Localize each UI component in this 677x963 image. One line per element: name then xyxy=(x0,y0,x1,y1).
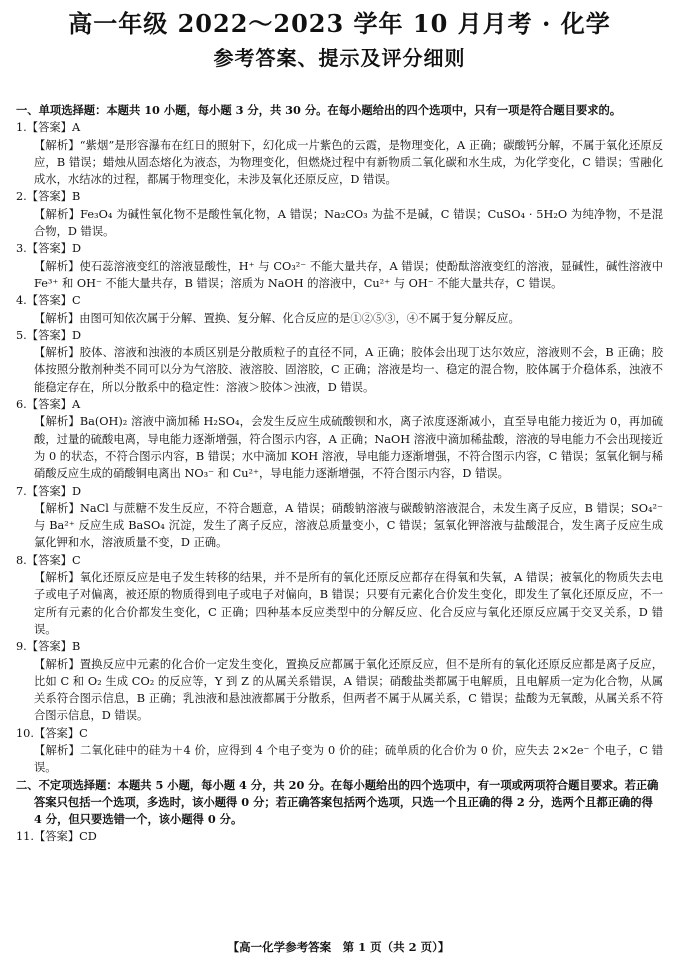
answer-line: 6.【答案】A xyxy=(16,398,81,412)
explanation: 【解析】“紫烟”是形容瀑布在红日的照射下，幻化成一片紫色的云霞，是物理变化，A 正确；碳酸钙分解，不属于氧化还原反应，B 错误；蜡烛从固态熔化为液态，为物理变化，但燃烧过程中有新物质二氧化碳和水生成，为化学变化，C 错误；雪融化成水，水结冰的过程，都属于物理变化，未涉及氧化还原反应，D 错误。 xyxy=(34,138,663,187)
question-3 xyxy=(16,240,663,292)
explanation: 【解析】使石蕊溶液变红的溶液显酸性，H⁺ 与 CO₃²⁻ 不能大量共存，A 错误；使酚酞溶液变红的溶液，显碱性，碱性溶液中 Fe³⁺ 和 OH⁻ 不能大量共存，B 错误；溶质为 NaOH 的溶液中，Cu²⁺ 与 OH⁻ 不能大量共存，C 错误。 xyxy=(34,259,663,290)
section-heading-1: 一、单项选择题：本题共 10 小题，每小题 3 分，共 30 分。在每小题给出的四个选项中，只有一项是符合题目要求的。 xyxy=(16,103,622,117)
answer-content xyxy=(16,102,663,846)
question-5 xyxy=(16,327,663,396)
explanation: 【解析】由图可知依次属于分解、置换、复分解、化合反应的是①②⑤③，④不属于复分解反应。 xyxy=(34,311,520,325)
answer-line: 3.【答案】D xyxy=(16,242,82,256)
question-7 xyxy=(16,483,663,552)
answer-line: 10.【答案】C xyxy=(16,726,88,740)
question-2 xyxy=(16,188,663,240)
question-9 xyxy=(16,638,663,724)
explanation: 【解析】Ba(OH)₂ 溶液中滴加稀 H₂SO₄，会发生反应生成硫酸钡和水，离子浓度逐渐减小，直至导电能力接近为 0，再加硫酸，过量的硫酸电离，导电能力逐渐增强，符合图示内容，A 正确；NaOH 溶液中滴加稀盐酸，溶液的导电能力不会出现接近为 0 的状态，不符合图示内容，B 错误；水中滴加 KOH 溶液，导电能力逐渐增强，不符合图示内容，C 错误；氢氧化铜与稀硝酸反应生成的硝酸铜电离出 NO₃⁻ 和 Cu²⁺，导电能力逐渐增强，不符合图示内容，D 错误。 xyxy=(34,415,663,481)
answer-line: 7.【答案】D xyxy=(16,484,82,498)
answer-line: 9.【答案】B xyxy=(16,640,81,654)
explanation: 【解析】胶体、溶液和浊液的本质区别是分散质粒子的直径不同，A 正确；胶体会出现丁达尔效应，溶液则不会，B 正确；胶体按照分散剂种类不同可以分为气溶胶、液溶胶、固溶胶，C 正确；溶液是均一、稳定的混合物，胶体属于介稳体系，浊液不能稳定存在，所以分散系中的稳定性：溶液＞胶体＞浊液，D 错误。 xyxy=(34,346,663,394)
explanation: 【解析】氧化还原反应是电子发生转移的结果，并不是所有的氧化还原反应都存在得氧和失氧，A 错误；被氧化的物质失去电子或电子对偏离，被还原的物质得到电子或电子对偏向，B 错误；只要有元素化合价发生变化，即发生了氧化还原反应，不一定所有元素的化合价都发生变化，C 正确；四种基本反应类型中的分解反应、化合反应与氧化还原反应属于交叉关系，D 错误。 xyxy=(34,571,663,636)
question-11-answer: 11.【答案】CD xyxy=(16,830,97,844)
explanation: 【解析】置换反应中元素的化合价一定发生变化，置换反应都属于氧化还原反应，但不是所有的氧化还原反应都是离子反应，比如 C 和 O₂ 生成 CO₂ 的反应等，Y 到 Z 的从属关系错误，A 错误；硝酸盐类都属于电解质，且电解质一定为化合物，从属关系符合图示信息，B 正确；乳浊液和悬浊液都属于分散系，但两者不属于从属关系，C 错误；盐酸为无氧酸，从属关系不符合图示信息，D 错误。 xyxy=(34,657,663,723)
question-6 xyxy=(16,396,663,482)
answer-line: 8.【答案】C xyxy=(16,553,81,567)
question-8 xyxy=(16,552,663,638)
document-subtitle: 参考答案、提示及评分细则 xyxy=(213,46,466,70)
question-10 xyxy=(16,725,663,777)
section-heading-2: 二、不定项选择题：本题共 5 小题，每小题 4 分，共 20 分。在每小题给出的四个选项中，有一项或两项符合题目要求。若正确答案只包括一个选项，多选时，该小题得 0 分；若正确答案包括两个选项，只选一个且正确的得 2 分，选两个且都正确的得 4 分，但只要选错一个，该小题得 0 分。 xyxy=(16,777,659,827)
question-1 xyxy=(16,119,663,188)
answer-line: 2.【答案】B xyxy=(16,190,81,204)
answer-line: 4.【答案】C xyxy=(16,294,81,308)
explanation: 【解析】二氧化硅中的硅为＋4 价，应得到 4 个电子变为 0 价的硅；硫单质的化合价为 0 价，应失去 2×2e⁻ 个电子，C 错误。 xyxy=(34,743,663,775)
answer-line: 5.【答案】D xyxy=(16,328,82,342)
page-footer: 【高一化学参考答案 第 1 页（共 2 页）】 xyxy=(227,940,450,954)
explanation: 【解析】NaCl 与蔗糖不发生反应，不符合题意，A 错误；硝酸钠溶液与碳酸钠溶液混合，未发生离子反应，B 错误；SO₄²⁻ 与 Ba²⁺ 反应生成 BaSO₄ 沉淀，发生了离子反应，溶液总质量变小，C 错误；氢氧化钾溶液与盐酸混合，发生离子反应生成氯化钾和水，溶液质量不变，D 正确。 xyxy=(34,501,663,550)
question-4 xyxy=(16,292,663,327)
explanation: 【解析】Fe₃O₄ 为碱性氧化物不是酸性氧化物，A 错误；Na₂CO₃ 为盐不是碱，C 错误；CuSO₄ · 5H₂O 为纯净物，不是混合物，D 错误。 xyxy=(34,207,663,239)
document-title: 高一年级 2022～2023 学年 10 月月考 · 化学 xyxy=(68,9,611,38)
answer-line: 1.【答案】A xyxy=(16,121,81,135)
